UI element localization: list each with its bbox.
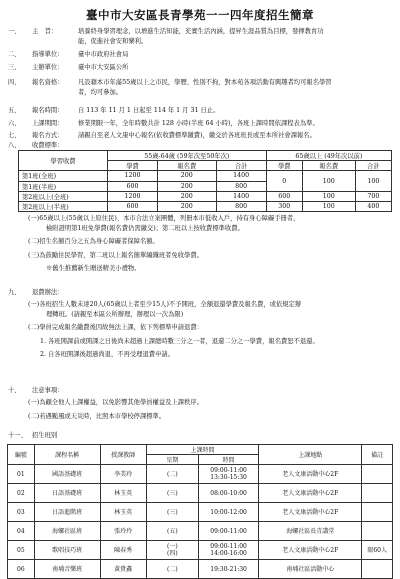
section-attention <box>8 386 394 396</box>
section-text-cont: 能，促進社會安和樂利。 <box>78 37 148 45</box>
refund-rules <box>8 300 400 360</box>
section-text: 臺中市政府社會局 <box>78 51 129 58</box>
section-number: 六、 <box>8 120 21 127</box>
refund-line: 1. 各班開課前或開課之日後尚未超過上課總時數三分之一者，退還二分之一學費，報名費恕不退還。 <box>40 337 319 345</box>
section-key: 報名方式： <box>32 132 64 139</box>
sched-col-note: 備註 <box>362 445 393 465</box>
fee-cell: 1200 <box>108 191 158 201</box>
class-number: 04 <box>8 522 35 541</box>
page-title: 臺中市大安區長青學苑一一四年度招生簡章 <box>86 8 314 22</box>
fee-cell: 200 <box>158 181 217 191</box>
section-number: 一、 <box>8 28 21 35</box>
section-text: 自 113 年 11 月 1 日起至 114 年 1 月 31 日止。 <box>78 107 220 114</box>
section-number: 三、 <box>8 64 21 71</box>
fee-row <box>19 171 392 181</box>
class-time: 09:00-11:00 <box>198 522 258 541</box>
fee-cell: 100 <box>302 191 355 201</box>
section-text: 培養終身學習理念，以增進生活知能，充實生活內涵，提昇生涯品質為目標，發揮教育功 <box>78 28 324 35</box>
section-registration-period <box>8 106 394 116</box>
class-number: 01 <box>8 465 35 484</box>
class-location: 老人文康活動中心2F <box>259 484 362 503</box>
fee-col-total: 合計 <box>216 161 266 171</box>
fee-cell-merged: 100 <box>355 171 391 191</box>
sched-col-course: 課程名稱 <box>34 445 100 465</box>
fee-cell: 1400 <box>216 191 266 201</box>
note-line: ※舊生推薦新生贈送精美小禮物。 <box>46 265 141 272</box>
section-key: 注意事項： <box>32 387 64 394</box>
refund-line: (一)各班招生人數未達20人(65歲以上者至少15人)不予開班，全額退還學費及報名費，或依規定辦 <box>28 301 302 308</box>
class-note <box>362 503 393 522</box>
class-time: 10:00-12:00 <box>198 503 258 522</box>
section-text-cont: 者，均可參加。 <box>78 88 123 96</box>
class-number: 02 <box>8 484 35 503</box>
course-name: 歌唱技巧班 <box>34 541 100 560</box>
refund-line: 理轉班。(請親至本區公所辦理，辦理以一次為限) <box>46 310 184 318</box>
fee-notes <box>8 214 400 274</box>
sched-col-location: 上課地點 <box>259 445 362 465</box>
schedule-row <box>8 560 393 579</box>
class-time: 19:30-21:30 <box>198 560 258 579</box>
class-time: 09:00-11:00 13:30-15:30 <box>198 465 258 484</box>
class-time: 09:00-11:00 14:00-16:00 <box>198 541 258 560</box>
sched-subcol-hours: 時間 <box>198 455 258 465</box>
class-schedule-table <box>7 444 393 579</box>
section-purpose <box>8 27 394 46</box>
section-number: 二、 <box>8 51 21 58</box>
class-time: 08:00-10:00 <box>198 484 258 503</box>
section-number: 八、 <box>8 142 21 149</box>
schedule-row <box>8 465 393 484</box>
class-location: 老人文康活動中心2F <box>259 541 362 560</box>
fee-cell: 200 <box>158 201 217 211</box>
course-name: 日語進階班 <box>34 503 100 522</box>
fee-cell: 600 <box>266 191 302 201</box>
fee-header-type: 學習收費 <box>19 151 108 171</box>
schedule-row <box>8 484 393 503</box>
class-location: 老人文康活動中心2F <box>259 465 362 484</box>
fee-cell: 400 <box>355 201 391 211</box>
section-key: 報名資格： <box>32 79 64 86</box>
refund-line: (二)學員完成報名繳費後因故無法上課，依下列標準申請退費： <box>28 324 203 331</box>
section-guidance <box>8 50 394 60</box>
fee-cell: 100 <box>302 201 355 211</box>
fee-col-tuition: 學費 <box>108 161 158 171</box>
section-text: 凡設籍本市年滿55歲以上之市民，學歷、性別不拘，對本苑各項活動有興趣者均可報名學習 <box>78 79 332 86</box>
fee-cell: 300 <box>266 201 302 211</box>
schedule-row <box>8 522 393 541</box>
fee-cell: 1200 <box>108 171 158 181</box>
fee-cell: 200 <box>158 171 217 181</box>
section-number: 四、 <box>8 79 21 86</box>
section-number: 七、 <box>8 132 21 139</box>
section-refund <box>8 288 394 298</box>
fee-col-registration: 報名費 <box>302 161 355 171</box>
teacher-name: 黃貴鑫 <box>100 560 146 579</box>
note-line: 檢附證明第1班免學費(報名費仍需繳交)；第二班以上按收費標準收費。 <box>46 224 244 232</box>
section-key: 報名時間： <box>32 107 64 114</box>
fee-cell-merged: 0 <box>266 171 302 191</box>
teacher-name: 林玉英 <box>100 503 146 522</box>
refund-line: 2. 自各班開課後超過尚退，不再受理退費申請。 <box>40 351 174 358</box>
teacher-name: 張玲玲 <box>100 522 146 541</box>
class-day: (三) <box>146 484 198 503</box>
class-number: 05 <box>8 541 35 560</box>
fee-row <box>19 191 392 201</box>
section-key: 主辦單位： <box>32 64 64 71</box>
course-name: 國語基礎班 <box>34 465 100 484</box>
fee-cell: 600 <box>108 181 158 191</box>
fee-cell: 800 <box>216 181 266 191</box>
section-key: 收費標準： <box>32 142 64 149</box>
attention-line: (二)若遇颱風或天災時，比照本市學校停課標準。 <box>28 412 166 420</box>
section-key: 主 旨： <box>32 28 58 35</box>
fee-cell: 700 <box>355 191 391 201</box>
section-key: 上課期間： <box>32 120 64 127</box>
class-location: 海螺社區長青講堂 <box>259 522 362 541</box>
sched-col-teacher: 授課教師 <box>100 445 146 465</box>
fee-row-label: 第2班以上(半班) <box>19 201 108 211</box>
section-number: 十一、 <box>8 432 27 439</box>
class-number: 03 <box>8 503 35 522</box>
fee-table <box>18 150 392 212</box>
section-key: 指導單位： <box>32 51 64 58</box>
class-day: (二) <box>146 465 198 484</box>
fee-cell: 1400 <box>216 171 266 181</box>
section-organizer <box>8 63 394 73</box>
schedule-row <box>8 541 393 560</box>
class-day: (五) <box>146 522 198 541</box>
fee-row <box>19 201 392 211</box>
fee-col-registration: 報名費 <box>158 161 217 171</box>
fee-row-label: 第1班(半班) <box>19 181 108 191</box>
teacher-name: 林玉英 <box>100 484 146 503</box>
section-text: 臺中市大安區公所 <box>78 64 129 71</box>
section-number: 九、 <box>8 289 21 296</box>
class-location: 老人文康活動中心2F <box>259 503 362 522</box>
sched-subcol-day: 星期 <box>146 455 198 465</box>
fee-group-65-plus: 65歲以上 (49年次以前) <box>266 151 391 161</box>
fee-cell: 600 <box>108 201 158 211</box>
course-name: 日語基礎班 <box>34 484 100 503</box>
course-name: 海螺社區班 <box>34 522 100 541</box>
class-note: 限60人 <box>362 541 393 560</box>
fee-cell: 200 <box>158 191 217 201</box>
section-classes <box>8 431 394 441</box>
note-line: (三)為鼓勵住民學習，第二班以上報名簡單編織班者免收學費。 <box>28 251 203 259</box>
section-registration-method <box>8 131 394 141</box>
attention-line: (一)為顧全他人上課權益，以免影響其他學員權益及上課秩序。 <box>28 399 203 406</box>
note-line: (一)65歲以上(55歲以上原住民)、本市合法立案團體，列冊本市低收入戶，持有身心障礙手冊者， <box>28 215 300 222</box>
fee-cell-merged: 100 <box>302 171 355 191</box>
fee-group-55-64: 55歲-64歲 (59年次至50年次) <box>108 151 267 161</box>
class-note <box>362 484 393 503</box>
teacher-name: 李美玲 <box>100 465 146 484</box>
class-day: (三) <box>146 503 198 522</box>
teacher-name: 陳春秀 <box>100 541 146 560</box>
attention-list <box>8 398 400 421</box>
section-class-period <box>8 119 394 129</box>
fee-col-tuition: 學費 <box>266 161 302 171</box>
fee-col-total: 合計 <box>355 161 391 171</box>
schedule-row <box>8 503 393 522</box>
section-key: 招生班別 <box>32 432 58 439</box>
class-day: (二) <box>146 560 198 579</box>
section-number: 五、 <box>8 107 21 114</box>
sched-col-time: 上課時間 <box>146 445 258 455</box>
class-note <box>362 465 393 484</box>
note-line: (二)招生名額百分之五為身心障礙者保障名額。 <box>28 238 159 245</box>
section-number: 十、 <box>8 387 21 394</box>
section-eligibility <box>8 78 394 97</box>
course-name: 南埔音樂班 <box>34 560 100 579</box>
fee-cell: 800 <box>216 201 266 211</box>
fee-row-label: 第1班(全班) <box>19 171 108 181</box>
class-day: (一) (四) <box>146 541 198 560</box>
section-text: 請親自至老人文康中心報名(依收費標準繳費)，繳交於各班班長或至本所社會課報名。 <box>78 132 316 139</box>
fee-row-label: 第2班以上(全班) <box>19 191 108 201</box>
section-text: 修業期限一年，全年時數共計 128 小時(半班 64 小時)，各班上課時間依課程表為準。 <box>78 120 319 127</box>
class-note <box>362 522 393 541</box>
class-location: 南埔社區活動中心 <box>259 560 362 579</box>
sched-col-number: 編號 <box>8 445 35 465</box>
class-note <box>362 560 393 579</box>
class-number: 06 <box>8 560 35 579</box>
section-key: 退費辦法： <box>32 289 64 296</box>
